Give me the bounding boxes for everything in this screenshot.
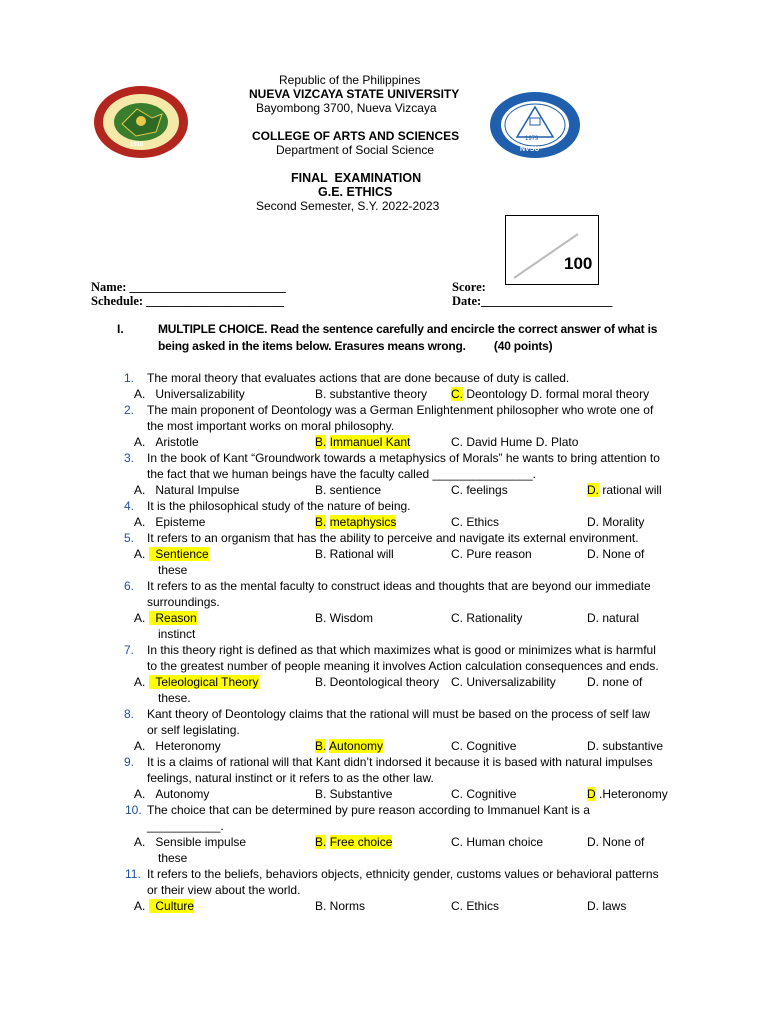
answer-option[interactable]	[134, 738, 221, 754]
answer-option[interactable]	[134, 482, 239, 498]
question-text: It is the philosophical study of the nature of being.	[147, 499, 411, 513]
option-text: Universalizability	[155, 387, 245, 401]
question-number: 4.	[124, 499, 135, 513]
answer-option[interactable]	[451, 674, 556, 690]
option-text: C. feelings	[451, 483, 508, 497]
question-number: 2.	[124, 403, 135, 417]
option-text: D. laws	[587, 899, 627, 913]
answer-option[interactable]	[451, 738, 516, 754]
option-letter: A.	[134, 835, 146, 849]
option-text: C. David Hume D. Plato	[451, 435, 579, 449]
option-text: C. Human choice	[451, 835, 544, 849]
question-text: the most important works on moral philosophy.	[147, 419, 395, 433]
option-text: Teleological Theory	[155, 675, 259, 689]
answer-option[interactable]	[134, 434, 199, 450]
option-text: B. Wisdom	[315, 611, 374, 625]
option-text: Autonomy	[155, 787, 210, 801]
option-text: B. sentience	[315, 483, 382, 497]
question-text: In the book of Kant “Groundwork towards a metaphysics of Morals” he wants to bring attention to	[147, 451, 660, 465]
question-number: 9.	[124, 755, 135, 769]
option-letter: B.	[315, 739, 327, 753]
option-text: C. Cognitive	[451, 739, 517, 753]
answer-option[interactable]	[134, 610, 197, 626]
answer-option[interactable]	[451, 434, 578, 450]
answer-option[interactable]	[587, 834, 644, 850]
option-text: B. Deontological theory	[315, 675, 440, 689]
university-name: NUEVA VIZCAYA STATE UNIVERSITY	[249, 87, 460, 101]
option-text-continued: these	[158, 563, 188, 577]
nvsu-seal-logo	[92, 84, 190, 160]
answer-option[interactable]	[451, 546, 532, 562]
option-text: Deontology D. formal moral theory	[466, 387, 650, 401]
question-number: 7.	[124, 643, 135, 657]
question-text: surroundings.	[147, 595, 220, 609]
option-text-continued: instinct	[158, 627, 196, 641]
option-text: C. Pure reason	[451, 547, 532, 561]
option-text: C. Cognitive	[451, 787, 517, 801]
question-text: It refers to an organism that has the ability to perceive and navigate its external environment.	[147, 531, 639, 545]
exam-title: FINAL EXAMINATION	[291, 171, 422, 185]
option-text: D. natural	[587, 611, 640, 625]
option-text: Sentience	[155, 547, 209, 561]
nvsu-seal-year: 1916	[130, 142, 144, 148]
answer-option[interactable]	[134, 674, 259, 690]
option-letter: A.	[134, 675, 146, 689]
department-name: Department of Social Science	[276, 143, 435, 157]
option-letter: A.	[134, 515, 146, 529]
question-text: The choice that can be determined by pure reason according to Immanuel Kant is a	[147, 803, 590, 817]
option-text-continued: these.	[158, 691, 191, 705]
answer-option[interactable]	[587, 674, 642, 690]
date-field[interactable]: Date:_____________________	[452, 294, 613, 308]
option-text: metaphysics	[329, 515, 397, 529]
option-letter: C.	[451, 387, 463, 401]
answer-option[interactable]	[315, 610, 373, 626]
option-letter: A.	[134, 787, 146, 801]
answer-option[interactable]	[315, 386, 427, 402]
option-text: Natural Impulse	[155, 483, 240, 497]
question-text: to the greatest number of people meaning it involves Action calculation consequences and ends.	[147, 659, 659, 673]
answer-option[interactable]	[134, 546, 209, 562]
answer-option[interactable]	[134, 834, 246, 850]
answer-option[interactable]	[315, 514, 396, 530]
option-letter: A.	[134, 435, 146, 449]
answer-option[interactable]	[451, 786, 516, 802]
option-text: B. substantive theory	[315, 387, 428, 401]
answer-option[interactable]	[315, 898, 365, 914]
option-text: D. none of	[587, 675, 643, 689]
option-text: C. Ethics	[451, 515, 500, 529]
answer-option[interactable]	[134, 898, 194, 914]
option-text: Episteme	[155, 515, 206, 529]
option-text: Immanuel Kant	[329, 435, 411, 449]
section-instruction-line2: being asked in the items below. Erasures means wrong. (40 points)	[158, 339, 553, 353]
option-letter: D.	[587, 483, 599, 497]
option-letter: B.	[315, 835, 327, 849]
question-number: 6.	[124, 579, 135, 593]
question-number: 1.	[124, 371, 135, 385]
score-value: 100	[564, 254, 593, 273]
section-number: I.	[117, 322, 124, 336]
option-text: rational will	[602, 483, 662, 497]
answer-option[interactable]	[315, 546, 394, 562]
answer-option[interactable]	[134, 514, 205, 530]
answer-option[interactable]	[451, 482, 508, 498]
option-letter: A.	[134, 483, 146, 497]
answer-option[interactable]	[587, 514, 644, 530]
option-text: D. Morality	[587, 515, 645, 529]
option-letter: A.	[134, 547, 146, 561]
option-text: C. Ethics	[451, 899, 500, 913]
option-text: Sensible impulse	[155, 835, 247, 849]
option-text: Reason	[155, 611, 197, 625]
answer-option[interactable]	[451, 610, 522, 626]
option-text: Free choice	[329, 835, 393, 849]
answer-option[interactable]	[451, 514, 499, 530]
answer-option[interactable]	[451, 386, 649, 402]
question-number: 11.	[125, 867, 141, 881]
answer-option[interactable]	[315, 482, 381, 498]
answer-option[interactable]	[134, 386, 245, 402]
answer-option[interactable]	[315, 786, 392, 802]
answer-option[interactable]	[134, 786, 209, 802]
option-text: D. None of	[587, 547, 645, 561]
semester-line: Second Semester, S.Y. 2022-2023	[256, 199, 440, 213]
answer-option[interactable]	[315, 738, 383, 754]
name-field[interactable]: Name: _________________________	[91, 280, 286, 294]
university-address: Bayombong 3700, Nueva Vizcaya	[256, 101, 437, 115]
answer-option[interactable]	[587, 738, 663, 754]
subject-title: G.E. ETHICS	[318, 185, 393, 199]
score-box	[505, 215, 599, 285]
question-text: or self legislating.	[147, 723, 240, 737]
option-text: Autonomy	[329, 739, 384, 753]
option-text: B. Rational will	[315, 547, 394, 561]
question-text: In this theory right is defined as that which maximizes what is good or minimizes what is harmful	[147, 643, 656, 657]
question-number: 5.	[124, 531, 135, 545]
option-text: D. substantive	[587, 739, 664, 753]
question-text: or their view about the world.	[147, 883, 301, 897]
question-text: The main proponent of Deontology was a German Enlightenment philosopher who wrote one of	[147, 403, 654, 417]
option-text: .Heteronomy	[599, 787, 668, 801]
answer-option[interactable]	[315, 674, 439, 690]
answer-option[interactable]	[315, 834, 392, 850]
option-text: Aristotle	[155, 435, 199, 449]
question-text: Kant theory of Deontology claims that the rational will must be based on the process of self law	[147, 707, 650, 721]
republic-line: Republic of the Philippines	[279, 73, 421, 87]
answer-option[interactable]	[587, 786, 668, 802]
answer-option[interactable]	[587, 482, 662, 498]
cas-seal-year: 1979	[525, 136, 539, 142]
question-text: It refers to the beliefs, behaviors objects, ethnicity gender, customs values or behavioral patterns	[147, 867, 659, 881]
college-name: COLLEGE OF ARTS AND SCIENCES	[252, 129, 460, 143]
option-letter: A.	[134, 387, 146, 401]
option-letter: A.	[134, 739, 146, 753]
option-text: B. Norms	[315, 899, 366, 913]
answer-option[interactable]	[451, 898, 499, 914]
section-instruction-line1: MULTIPLE CHOICE. Read the sentence carefully and encircle the correct answer of what is	[158, 322, 658, 336]
question-number: 3.	[124, 451, 135, 465]
option-letter: B.	[315, 515, 327, 529]
answer-option[interactable]	[315, 434, 410, 450]
answer-option[interactable]	[587, 610, 639, 626]
question-number: 8.	[124, 707, 135, 721]
option-text: B. Substantive	[315, 787, 393, 801]
option-text: C. Universalizability	[451, 675, 556, 689]
question-text: The moral theory that evaluates actions that are done because of duty is called.	[147, 371, 570, 385]
schedule-field[interactable]: Schedule: ______________________	[91, 294, 284, 308]
answer-option[interactable]	[451, 834, 543, 850]
question-text: the fact that we human beings have the faculty called _______________.	[147, 467, 536, 481]
score-field[interactable]: Score:	[452, 280, 486, 294]
option-text: Heteronomy	[155, 739, 221, 753]
option-text: D. None of	[587, 835, 645, 849]
answer-option[interactable]	[587, 546, 644, 562]
option-letter: A.	[134, 899, 146, 913]
question-text: ___________.	[147, 819, 224, 833]
option-letter: D	[587, 787, 596, 801]
option-text: C. Rationality	[451, 611, 523, 625]
question-text: It refers to as the mental faculty to construct ideas and thoughts that are beyond our immediate	[147, 579, 651, 593]
cas-seal-nvsu: NVSU	[520, 146, 540, 153]
question-text: feelings, natural instinct or it refers to as the other law.	[147, 771, 434, 785]
option-text-continued: these	[158, 851, 188, 865]
answer-option[interactable]	[587, 898, 626, 914]
question-number: 10.	[125, 803, 142, 817]
option-letter: B.	[315, 435, 327, 449]
option-letter: A.	[134, 611, 146, 625]
question-text: It is a claims of rational will that Kant didn’t indorsed it because it is based with natural impulses	[147, 755, 653, 769]
option-text: Culture	[155, 899, 195, 913]
